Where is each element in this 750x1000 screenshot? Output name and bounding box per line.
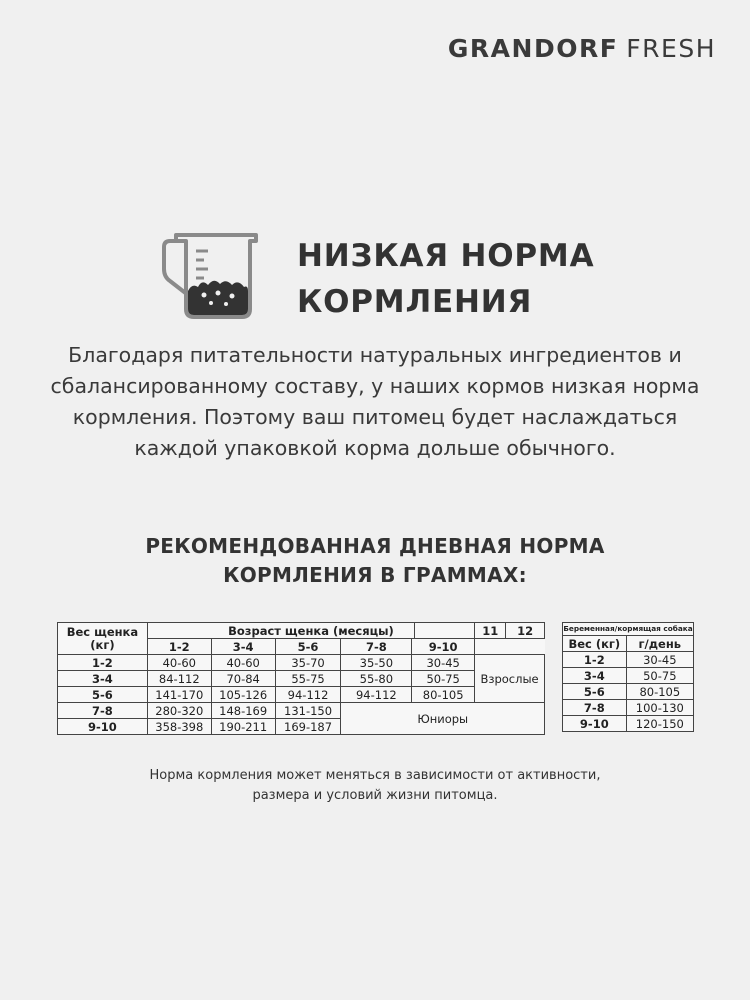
- adults-label: Взрослые: [475, 655, 545, 703]
- recommended-heading-line1: РЕКОМЕНДОВАННАЯ ДНЕВНАЯ НОРМА: [145, 534, 605, 558]
- value-cell: 105-126: [211, 687, 275, 703]
- page-title-line2: КОРМЛЕНИЯ: [297, 284, 533, 320]
- table-row: [563, 684, 694, 700]
- weight-cell: 9-10: [563, 716, 627, 732]
- intro-line: каждой упаковкой корма дольше обычного.: [134, 436, 616, 460]
- table-row: [563, 716, 694, 732]
- age-col-header: 7-8: [341, 639, 412, 655]
- value-cell: 148-169: [211, 703, 275, 719]
- value-cell: 35-50: [341, 655, 412, 671]
- footnote-line1: Норма кормления может меняться в зависимости от активности,: [149, 768, 601, 783]
- value-cell: 84-112: [147, 671, 211, 687]
- brand-name-part2: FRESH: [626, 34, 716, 63]
- value-cell: 169-187: [275, 719, 341, 735]
- weight-column-header: Вес щенка (кг): [58, 623, 148, 655]
- value-cell: 30-45: [412, 655, 475, 671]
- value-cell: 40-60: [211, 655, 275, 671]
- value-cell: 50-75: [626, 668, 693, 684]
- table-row: [58, 655, 545, 671]
- age-extra-columns: [414, 622, 545, 639]
- measuring-jug-icon: [160, 227, 265, 323]
- weight-cell: 1-2: [58, 655, 148, 671]
- value-cell: 50-75: [412, 671, 475, 687]
- value-cell: 55-80: [341, 671, 412, 687]
- table-row: [58, 671, 545, 687]
- weight-cell: 5-6: [563, 684, 627, 700]
- weight-cell: 7-8: [58, 703, 148, 719]
- weight-cell: 1-2: [563, 652, 627, 668]
- value-cell: 80-105: [626, 684, 693, 700]
- value-cell: 120-150: [626, 716, 693, 732]
- age-col-header: 9-10: [412, 639, 475, 655]
- intro-paragraph: [40, 340, 710, 464]
- table-row: [563, 700, 694, 716]
- brand-logo: [448, 34, 716, 63]
- table-row: [58, 703, 545, 719]
- age-col-header: 11: [475, 623, 506, 639]
- value-cell: 100-130: [626, 700, 693, 716]
- value-cell: 30-45: [626, 652, 693, 668]
- weight-cell: 7-8: [563, 700, 627, 716]
- brand-name-part1: GRANDORF: [447, 34, 619, 63]
- value-cell: 40-60: [147, 655, 211, 671]
- value-cell: 94-112: [275, 687, 341, 703]
- age-col-header: 12: [506, 623, 545, 639]
- value-cell: 35-70: [275, 655, 341, 671]
- value-cell: 55-75: [275, 671, 341, 687]
- age-col-header: 3-4: [211, 639, 275, 655]
- weight-cell: 3-4: [58, 671, 148, 687]
- footnote: [40, 766, 710, 806]
- age-col-header: 1-2: [147, 639, 211, 655]
- value-cell: 280-320: [147, 703, 211, 719]
- value-cell: 94-112: [341, 687, 412, 703]
- table-row: [563, 668, 694, 684]
- intro-line: Благодаря питательности натуральных ингредиентов и: [68, 343, 682, 367]
- value-cell: 190-211: [211, 719, 275, 735]
- pregnant-weight-header: Вес (кг): [563, 636, 627, 652]
- juniors-label: Юниоры: [341, 703, 545, 735]
- pregnant-table-caption: Беременная/кормящая собака: [563, 623, 694, 636]
- weight-cell: 5-6: [58, 687, 148, 703]
- value-cell: 358-398: [147, 719, 211, 735]
- table-row: [563, 652, 694, 668]
- value-cell: 70-84: [211, 671, 275, 687]
- recommended-heading-line2: КОРМЛЕНИЯ В ГРАММАХ:: [223, 563, 527, 587]
- recommended-heading: [40, 532, 710, 590]
- page-title: [297, 233, 594, 325]
- heading-block: [160, 225, 620, 325]
- page-title-line1: НИЗКАЯ НОРМА: [297, 238, 595, 274]
- pregnant-amount-header: г/день: [626, 636, 693, 652]
- value-cell: 141-170: [147, 687, 211, 703]
- value-cell: 80-105: [412, 687, 475, 703]
- value-cell: 131-150: [275, 703, 341, 719]
- age-col-header: 5-6: [275, 639, 341, 655]
- weight-cell: 9-10: [58, 719, 148, 735]
- intro-line: сбалансированному составу, у наших кормов низкая норма: [50, 374, 700, 398]
- table-row: [58, 687, 545, 703]
- footnote-line2: размера и условий жизни питомца.: [252, 788, 498, 803]
- intro-line: кормления. Поэтому ваш питомец будет наслаждаться: [72, 405, 678, 429]
- age-col-header-blank: [415, 623, 475, 639]
- age-column-header: Возраст щенка (месяцы): [147, 623, 474, 639]
- weight-cell: 3-4: [563, 668, 627, 684]
- pregnant-feeding-table: [562, 622, 694, 732]
